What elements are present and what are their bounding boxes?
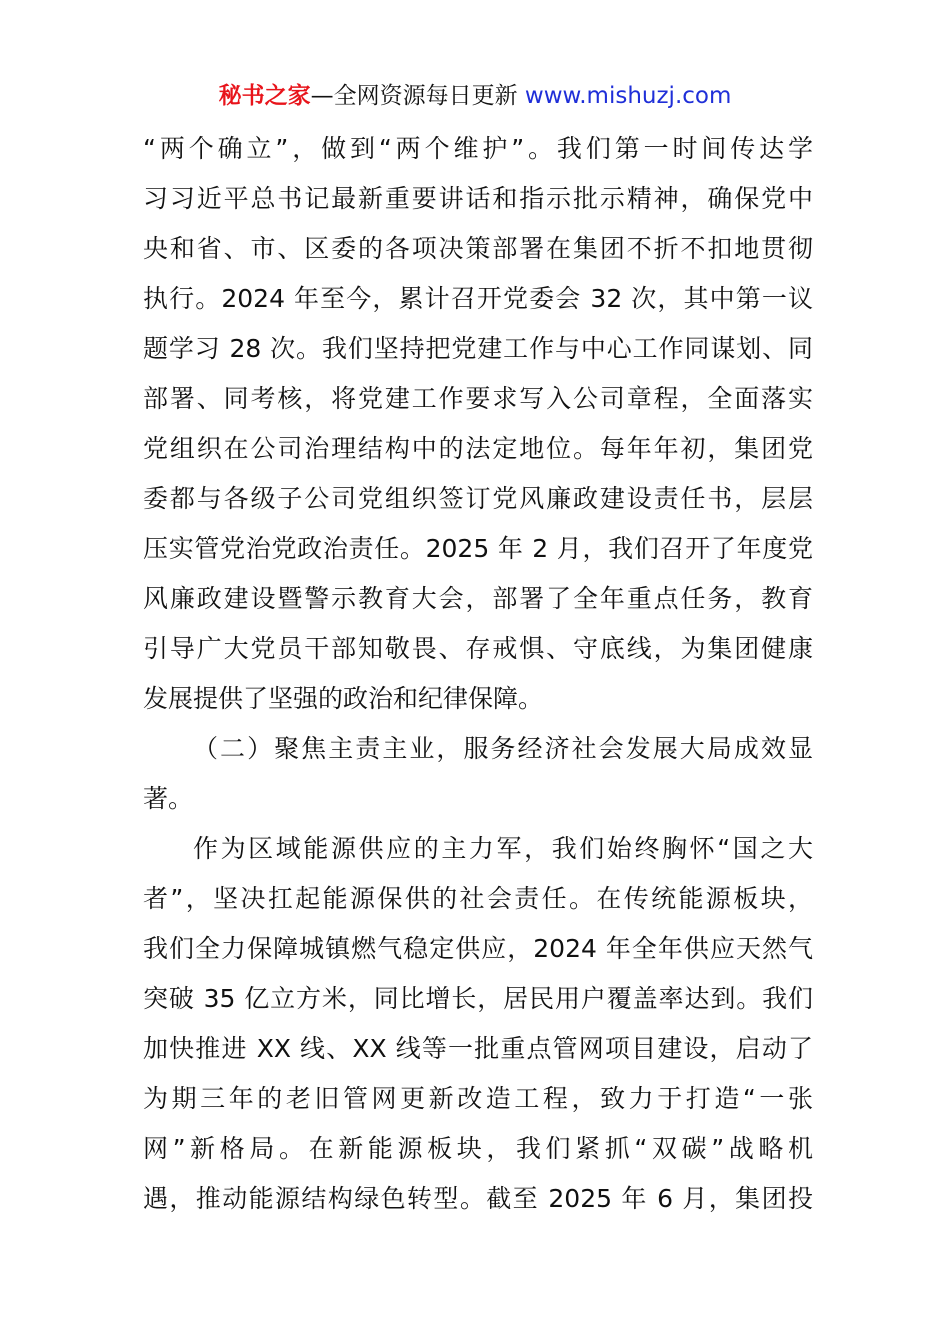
header-brand: 秘书之家 bbox=[218, 83, 311, 109]
page-header bbox=[0, 80, 950, 112]
text-line: 央和省、市、区委的各项决策部署在集团不折不扣地贯彻 bbox=[143, 234, 813, 263]
header-url[interactable]: www.mishuzj.com bbox=[524, 83, 732, 109]
text-line: 为期三年的老旧管网更新改造工程，致力于打造“一张 bbox=[143, 1084, 813, 1113]
text-line: 著。 bbox=[143, 784, 194, 813]
text-line: 引导广大党员干部知敬畏、存戒惧、守底线，为集团健康 bbox=[143, 634, 813, 663]
text-line: 题学习 28 次。我们坚持把党建工作与中心工作同谋划、同 bbox=[143, 334, 813, 363]
text-line: 作为区域能源供应的主力军，我们始终胸怀“国之大 bbox=[193, 834, 813, 863]
text-line: 党组织在公司治理结构中的法定地位。每年年初，集团党 bbox=[143, 434, 813, 463]
text-line: 部署、同考核，将党建工作要求写入公司章程，全面落实 bbox=[143, 384, 813, 413]
text-line: 发展提供了坚强的政治和纪律保障。 bbox=[143, 684, 544, 713]
text-line: 执行。2024 年至今，累计召开党委会 32 次，其中第一议 bbox=[143, 284, 813, 313]
text-line: 突破 35 亿立方米，同比增长，居民用户覆盖率达到。我们 bbox=[143, 984, 813, 1013]
text-line: 压实管党治党政治责任。2025 年 2 月，我们召开了年度党 bbox=[143, 534, 813, 563]
text-line: “两个确立”，做到“两个维护”。我们第一时间传达学 bbox=[143, 134, 813, 163]
text-line: 风廉政建设暨警示教育大会，部署了全年重点任务，教育 bbox=[143, 584, 813, 613]
document-body bbox=[143, 124, 813, 1224]
text-line: 网”新格局。在新能源板块，我们紧抓“双碳”战略机 bbox=[143, 1134, 813, 1163]
text-line: 遇，推动能源结构绿色转型。截至 2025 年 6 月，集团投 bbox=[143, 1184, 813, 1213]
text-line: 我们全力保障城镇燃气稳定供应，2024 年全年供应天然气 bbox=[143, 934, 813, 963]
text-line: （二）聚焦主责主业，服务经济社会发展大局成效显 bbox=[193, 734, 813, 763]
text-line: 加快推进 XX 线、XX 线等一批重点管网项目建设，启动了 bbox=[143, 1034, 813, 1063]
header-tagline: —全网资源每日更新 bbox=[310, 83, 518, 109]
text-line: 委都与各级子公司党组织签订党风廉政建设责任书，层层 bbox=[143, 484, 813, 513]
text-line: 习习近平总书记最新重要讲话和指示批示精神，确保党中 bbox=[143, 184, 813, 213]
text-line: 者”，坚决扛起能源保供的社会责任。在传统能源板块， bbox=[143, 884, 813, 913]
